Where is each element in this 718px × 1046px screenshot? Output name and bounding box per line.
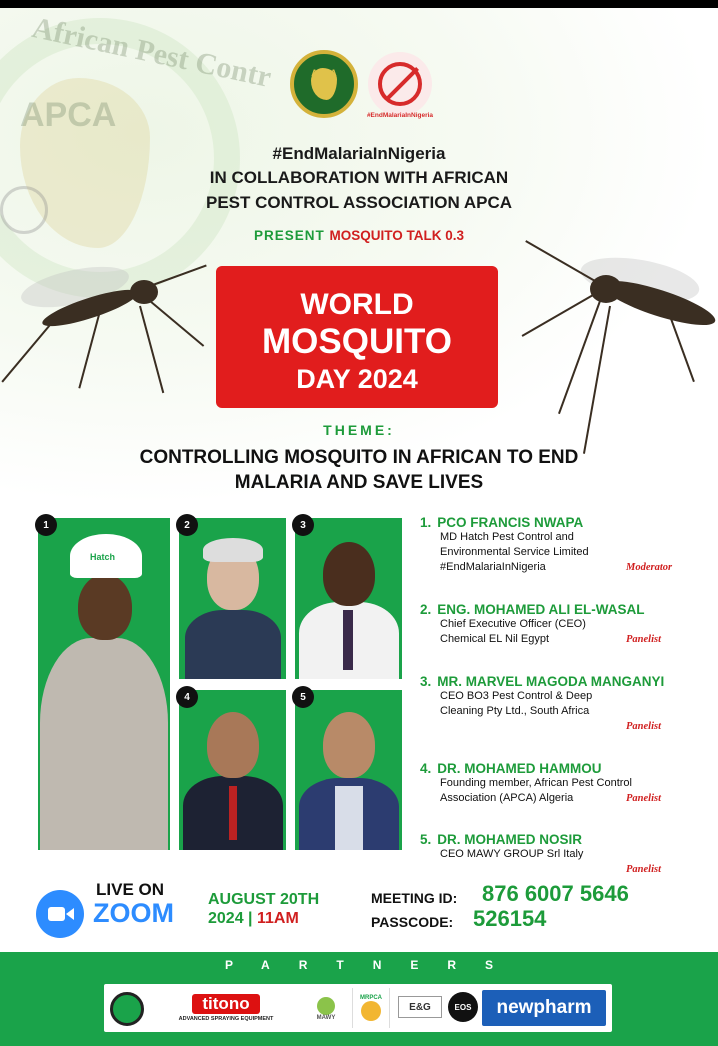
apca-logo-text: APCA (311, 68, 337, 78)
speaker-detail: CEO BO3 Pest Control & Deep (440, 690, 593, 702)
speaker-name: ENG. MOHAMED ALI EL-WASAL (437, 602, 645, 617)
theme-label: THEME: (323, 422, 395, 438)
speaker-name: DR. MOHAMED HAMMOU (437, 761, 602, 776)
titono-tagline: ADVANCED SPRAYING EQUIPMENT (178, 1016, 274, 1022)
titono-wordmark: titono (192, 994, 259, 1014)
speaker-role: Panelist (626, 864, 662, 875)
speaker-detail: CEO MAWY GROUP Srl Italy (440, 848, 584, 860)
speaker-detail: Chemical EL Nil Egypt (440, 633, 550, 645)
speaker-entry-3 (420, 674, 710, 732)
meeting-id-label: MEETING ID: (371, 890, 458, 906)
title-line-3: DAY 2024 (296, 364, 418, 394)
speaker-entry-5 (420, 832, 710, 875)
speaker-detail: Environmental Service Limited (440, 546, 589, 558)
speaker-entry-1 (420, 515, 710, 575)
theme-line-1: CONTROLLING MOSQUITO IN AFRICAN TO END (139, 447, 579, 468)
partner-logo-mawy (310, 992, 342, 1026)
partners-label: PARTNERS (224, 958, 523, 972)
speaker-photo-1 (38, 518, 170, 850)
speaker-detail: Chief Executive Officer (CEO) (440, 618, 586, 630)
speaker-number: 4. (420, 761, 432, 776)
partner-logo-mrpca (352, 988, 390, 1028)
end-malaria-logo-caption: #EndMalariaInNigeria (366, 112, 434, 119)
end-malaria-logo (368, 52, 432, 116)
speaker-role: Panelist (626, 721, 662, 732)
event-series-name: MOSQUITO TALK 0.3 (329, 228, 465, 243)
speaker-badge-4: 4 (176, 686, 198, 708)
top-black-bar (0, 0, 718, 8)
theme-line-2: MALARIA AND SAVE LIVES (234, 472, 484, 493)
partner-logo-pest-solutions-icon (110, 992, 144, 1026)
meeting-id-value: 876 6007 5646 (482, 881, 629, 906)
partner-logo-titono (148, 990, 304, 1026)
zoom-wordmark: ZOOM (93, 898, 174, 928)
collaboration-line-1: IN COLLABORATION WITH AFRICAN (209, 168, 509, 187)
speaker-badge-3: 3 (292, 514, 314, 536)
speaker-badge-2: 2 (176, 514, 198, 536)
speaker-entry-4 (420, 761, 710, 806)
partner-logo-newpharm: newpharm (482, 990, 606, 1026)
speaker-photo-4 (179, 690, 286, 850)
passcode-label: PASSCODE: (371, 914, 454, 930)
event-date: AUGUST 20TH (208, 891, 320, 908)
partner-logo-eg: E&G (398, 996, 442, 1018)
speaker-number: 1. (420, 515, 432, 530)
speaker-detail: #EndMalariaInNigeria (440, 561, 546, 573)
event-year-time (208, 910, 299, 928)
speaker-number: 3. (420, 674, 432, 689)
speaker-number: 5. (420, 832, 432, 847)
speaker-role: Panelist (626, 793, 662, 804)
partner-logo-eos: EOS (448, 992, 478, 1022)
speaker-detail: Cleaning Pty Ltd., South Africa (440, 705, 590, 717)
speaker-name: PCO FRANCIS NWAPA (437, 515, 584, 530)
present-line (0, 228, 718, 243)
mrpca-text: MRPCA (360, 995, 382, 1001)
mawy-text: MAWY (316, 1015, 336, 1021)
collaboration-line-2: PEST CONTROL ASSOCIATION APCA (205, 193, 513, 212)
event-year: 2024 | (208, 910, 253, 927)
title-line-1: WORLD (300, 288, 414, 321)
live-on-label: LIVE ON (96, 880, 165, 899)
speaker-name: DR. MOHAMED NOSIR (437, 832, 583, 847)
speaker-entry-2 (420, 602, 710, 647)
mosquito-left-image (0, 250, 210, 420)
speaker-number: 2. (420, 602, 432, 617)
speaker-role: Panelist (626, 634, 662, 645)
speaker-badge-1: 1 (35, 514, 57, 536)
no-mosquito-icon (378, 62, 422, 106)
speaker-name: MR. MARVEL MAGODA MANGANYI (437, 674, 665, 689)
speaker-badge-5: 5 (292, 686, 314, 708)
present-prefix: PRESENT (253, 228, 325, 243)
speaker-detail: Association (APCA) Algeria (440, 792, 574, 804)
hard-hat-text: Hatch (90, 552, 116, 562)
speaker-photo-5 (295, 690, 402, 850)
passcode-value: 526154 (473, 906, 547, 931)
speaker-photo-3 (295, 518, 402, 679)
hard-hat-icon (70, 534, 142, 578)
apca-logo (290, 50, 358, 118)
speaker-detail: Founding member, African Pest Control (440, 777, 632, 789)
speaker-role: Moderator (626, 562, 673, 573)
campaign-hashtag: #EndMalariaInNigeria (272, 144, 446, 163)
zoom-camera-icon (36, 890, 84, 938)
event-title-box (216, 266, 498, 408)
speaker-photo-2 (179, 518, 286, 679)
partners-logo-strip (104, 984, 612, 1032)
event-time: 11AM (256, 910, 299, 927)
watermark-text-apca: APCA (20, 96, 117, 134)
title-line-2: MOSQUITO (262, 322, 452, 361)
speaker-detail: MD Hatch Pest Control and (440, 531, 574, 543)
watermark-text-association: African Pest Contr (29, 11, 275, 94)
